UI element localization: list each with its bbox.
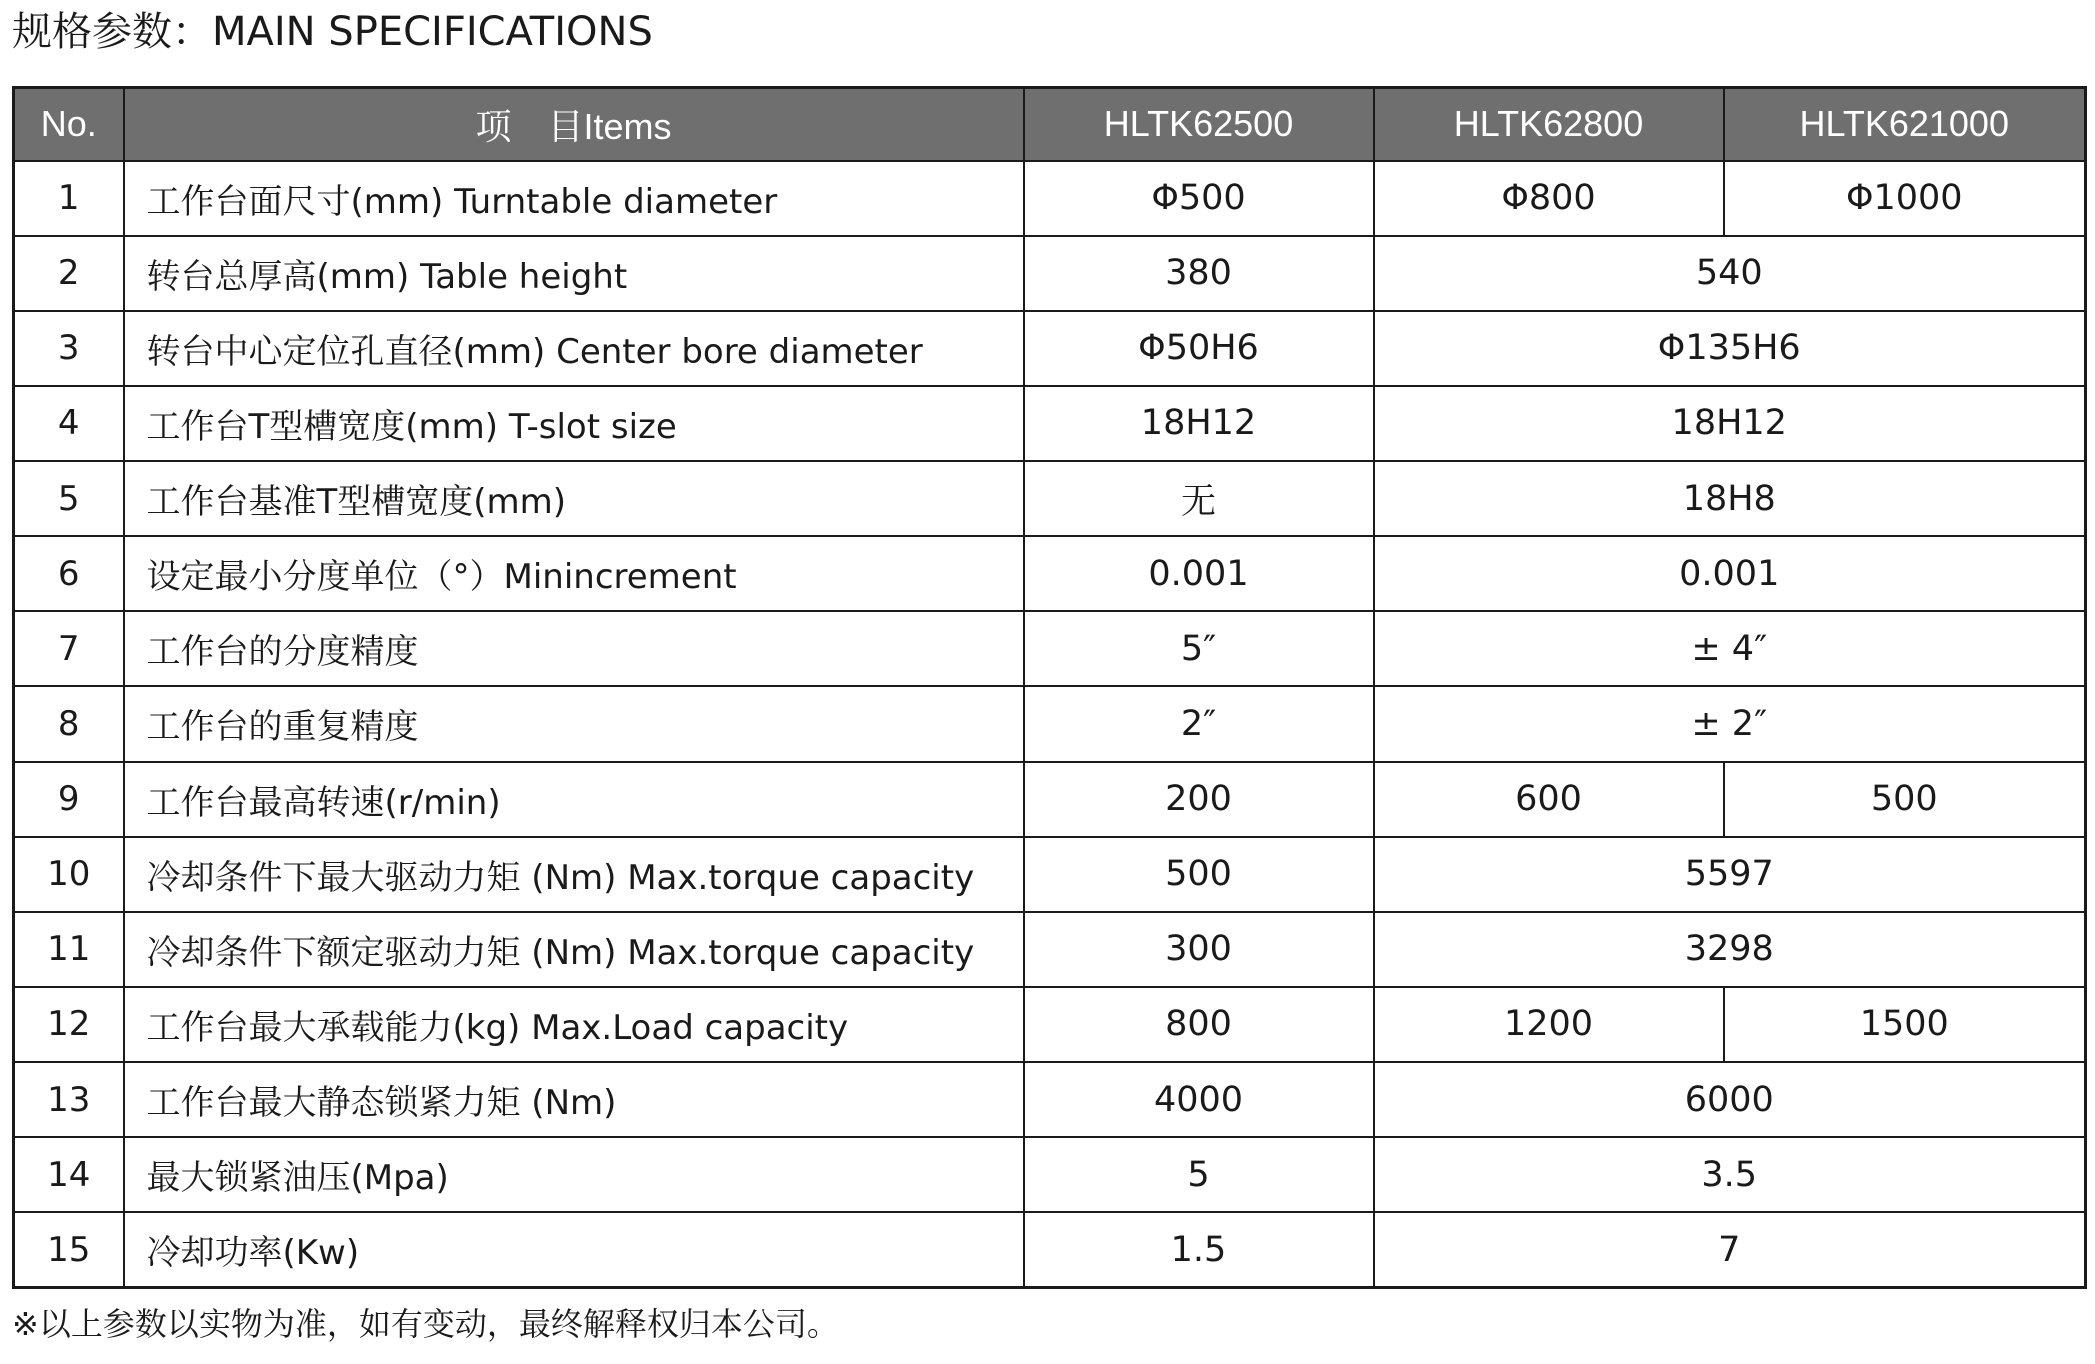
value-cell: 0.001 xyxy=(1024,536,1374,611)
row-item-label: 工作台的重复精度 xyxy=(124,686,1024,761)
value-cell-hltk62800-hltk621000: Φ135H6 xyxy=(1374,311,2086,386)
table-row xyxy=(14,762,2086,837)
row-item-label: 转台中心定位孔直径(mm) Center bore diameter xyxy=(124,311,1024,386)
row-item-label: 工作台面尺寸(mm) Turntable diameter xyxy=(124,161,1024,236)
table-row xyxy=(14,236,2086,311)
value-cell-hltk62800-hltk621000: 0.001 xyxy=(1374,536,2086,611)
value-cell-hltk62800-hltk621000: 7 xyxy=(1374,1212,2086,1287)
row-number: 8 xyxy=(14,686,124,761)
row-number: 1 xyxy=(14,161,124,236)
header-no: No. xyxy=(14,88,124,161)
row-item-label: 工作台最大静态锁紧力矩 (Nm) xyxy=(124,1062,1024,1137)
value-cell: 300 xyxy=(1024,912,1374,987)
row-number: 11 xyxy=(14,912,124,987)
value-cell: 200 xyxy=(1024,762,1374,837)
value-cell: Φ1000 xyxy=(1724,161,2086,236)
header-items: 项 目Items xyxy=(124,88,1024,161)
row-number: 7 xyxy=(14,611,124,686)
value-cell-hltk62800-hltk621000: 18H8 xyxy=(1374,461,2086,536)
value-cell: 5″ xyxy=(1024,611,1374,686)
table-row xyxy=(14,686,2086,761)
row-item-label: 工作台基准T型槽宽度(mm) xyxy=(124,461,1024,536)
table-row xyxy=(14,311,2086,386)
value-cell: 1500 xyxy=(1724,987,2086,1062)
value-cell: 4000 xyxy=(1024,1062,1374,1137)
value-cell: Φ50H6 xyxy=(1024,311,1374,386)
table-row xyxy=(14,536,2086,611)
row-number: 5 xyxy=(14,461,124,536)
row-item-label: 工作台的分度精度 xyxy=(124,611,1024,686)
value-cell: 600 xyxy=(1374,762,1724,837)
page-title: 规格参数：MAIN SPECIFICATIONS xyxy=(12,9,653,55)
value-cell: 1200 xyxy=(1374,987,1724,1062)
row-item-label: 冷却条件下最大驱动力矩 (Nm) Max.torque capacity xyxy=(124,837,1024,912)
table-body xyxy=(14,161,2086,1288)
table-row xyxy=(14,1137,2086,1212)
row-item-label: 冷却功率(Kw) xyxy=(124,1212,1024,1287)
value-cell-hltk62800-hltk621000: 3.5 xyxy=(1374,1137,2086,1212)
row-number: 9 xyxy=(14,762,124,837)
value-cell-hltk62800-hltk621000: 6000 xyxy=(1374,1062,2086,1137)
value-cell-hltk62800-hltk621000: ± 2″ xyxy=(1374,686,2086,761)
table-row xyxy=(14,912,2086,987)
table-header-row xyxy=(14,88,2086,161)
value-cell: 2″ xyxy=(1024,686,1374,761)
value-cell: Φ500 xyxy=(1024,161,1374,236)
table-row xyxy=(14,1212,2086,1287)
table-row xyxy=(14,386,2086,461)
row-number: 13 xyxy=(14,1062,124,1137)
value-cell: 500 xyxy=(1724,762,2086,837)
row-number: 15 xyxy=(14,1212,124,1287)
header-model-hltk621000: HLTK621000 xyxy=(1724,88,2086,161)
row-number: 10 xyxy=(14,837,124,912)
value-cell: 380 xyxy=(1024,236,1374,311)
footnote: ※以上参数以实物为准，如有变动，最终解释权归本公司。 xyxy=(12,1305,839,1343)
value-cell-hltk62800-hltk621000: 18H12 xyxy=(1374,386,2086,461)
value-cell: Φ800 xyxy=(1374,161,1724,236)
table-row xyxy=(14,161,2086,236)
table-row xyxy=(14,1062,2086,1137)
value-cell-hltk62800-hltk621000: ± 4″ xyxy=(1374,611,2086,686)
row-item-label: 工作台最大承载能力(kg) Max.Load capacity xyxy=(124,987,1024,1062)
row-number: 12 xyxy=(14,987,124,1062)
table-row xyxy=(14,987,2086,1062)
table-row xyxy=(14,837,2086,912)
value-cell: 18H12 xyxy=(1024,386,1374,461)
value-cell: 500 xyxy=(1024,837,1374,912)
row-number: 2 xyxy=(14,236,124,311)
row-number: 4 xyxy=(14,386,124,461)
value-cell-hltk62800-hltk621000: 540 xyxy=(1374,236,2086,311)
row-number: 3 xyxy=(14,311,124,386)
row-item-label: 最大锁紧油压(Mpa) xyxy=(124,1137,1024,1212)
value-cell: 800 xyxy=(1024,987,1374,1062)
row-number: 14 xyxy=(14,1137,124,1212)
value-cell: 5 xyxy=(1024,1137,1374,1212)
specifications-table xyxy=(12,86,2087,1289)
value-cell: 1.5 xyxy=(1024,1212,1374,1287)
row-item-label: 设定最小分度单位（°）Minincrement xyxy=(124,536,1024,611)
row-number: 6 xyxy=(14,536,124,611)
table-row xyxy=(14,461,2086,536)
table-row xyxy=(14,611,2086,686)
row-item-label: 工作台最高转速(r/min) xyxy=(124,762,1024,837)
value-cell-hltk62800-hltk621000: 5597 xyxy=(1374,837,2086,912)
header-model-hltk62500: HLTK62500 xyxy=(1024,88,1374,161)
value-cell: 无 xyxy=(1024,461,1374,536)
row-item-label: 冷却条件下额定驱动力矩 (Nm) Max.torque capacity xyxy=(124,912,1024,987)
row-item-label: 转台总厚高(mm) Table height xyxy=(124,236,1024,311)
row-item-label: 工作台T型槽宽度(mm) T-slot size xyxy=(124,386,1024,461)
header-model-hltk62800: HLTK62800 xyxy=(1374,88,1724,161)
value-cell-hltk62800-hltk621000: 3298 xyxy=(1374,912,2086,987)
